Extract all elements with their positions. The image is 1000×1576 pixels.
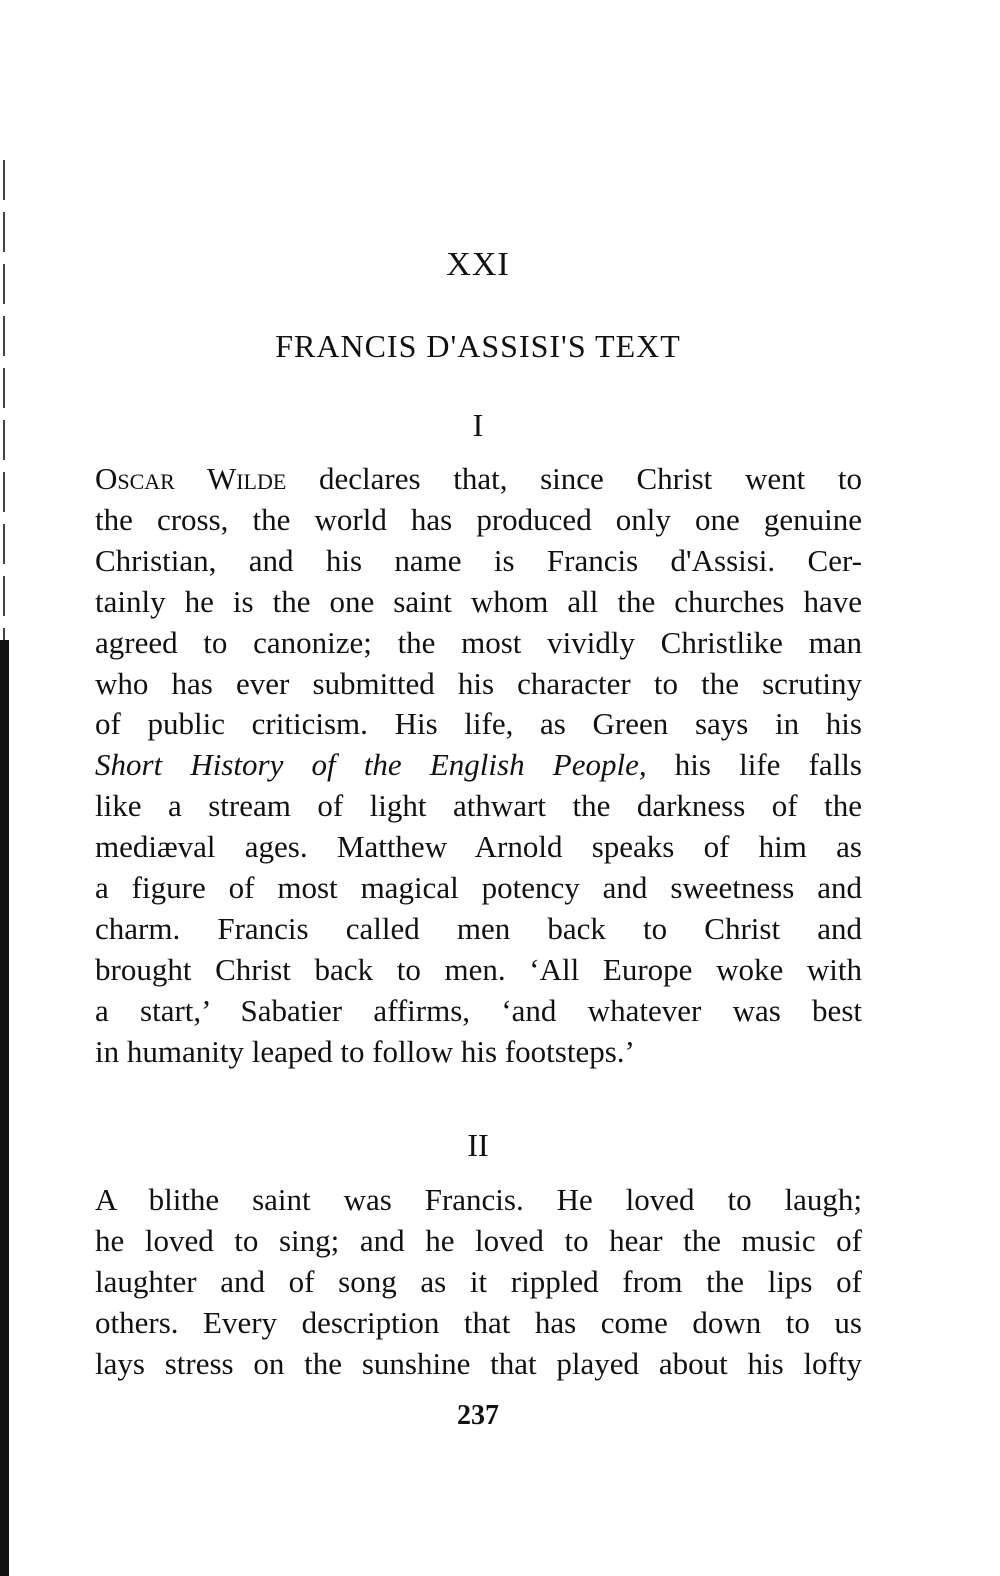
paragraph-line: of public criticism. His life, as Green says in his <box>95 706 862 742</box>
paragraph-line: a figure of most magical potency and sweetness and <box>95 870 862 906</box>
paragraph-line: lays stress on the sunshine that played about his lofty <box>95 1345 862 1381</box>
paragraph-line: agreed to canonize; the most vividly Christlike man <box>95 624 862 660</box>
paragraph-line: the cross, the world has produced only one genuine <box>95 501 862 537</box>
paragraph-line: others. Every description that has come down to us <box>95 1304 862 1340</box>
paragraph-line: a start,’ Sabatier affirms, ‘and whatever was best <box>95 992 862 1028</box>
book-title-italic: Short History of the English People, <box>95 747 647 783</box>
section-1-paragraph <box>95 459 862 1073</box>
paragraph-line: he loved to sing; and he loved to hear the music of <box>95 1222 862 1258</box>
page-edge-shadow <box>3 160 5 640</box>
paragraph-line: A blithe saint was Francis. He loved to laugh; <box>95 1182 862 1217</box>
paragraph-line: in humanity leaped to follow his footsteps.’ <box>95 1033 635 1069</box>
paragraph-line: laughter and of song as it rippled from the lips of <box>95 1263 862 1299</box>
paragraph-line: who has ever submitted his character to the scrutiny <box>95 665 862 701</box>
paragraph-line: tainly he is the one saint whom all the churches have <box>95 583 862 619</box>
section-2-paragraph <box>95 1180 862 1385</box>
author-name-small-caps: Oscar Wilde <box>95 461 287 496</box>
paragraph-line: Oscar Wilde declares that, since Christ went to <box>95 461 862 496</box>
paragraph-line: mediæval ages. Matthew Arnold speaks of him as <box>95 829 862 865</box>
chapter-number: XXI <box>446 246 510 283</box>
page-edge-binding <box>0 640 9 1576</box>
section-numeral-2: II <box>467 1127 489 1163</box>
section-numeral-1: I <box>472 407 484 443</box>
paragraph-line: charm. Francis called men back to Christ and <box>95 910 862 946</box>
paragraph-line: like a stream of light athwart the darkness of the <box>95 788 862 824</box>
paragraph-line: Short History of the English People, his life falls <box>95 747 862 783</box>
page-number: 237 <box>457 1400 499 1431</box>
paragraph-line: brought Christ back to men. ‘All Europe woke with <box>95 951 862 987</box>
paragraph-line: Christian, and his name is Francis d'Assisi. Cer- <box>95 542 862 578</box>
chapter-title: FRANCIS D'ASSISI'S TEXT <box>275 328 681 364</box>
